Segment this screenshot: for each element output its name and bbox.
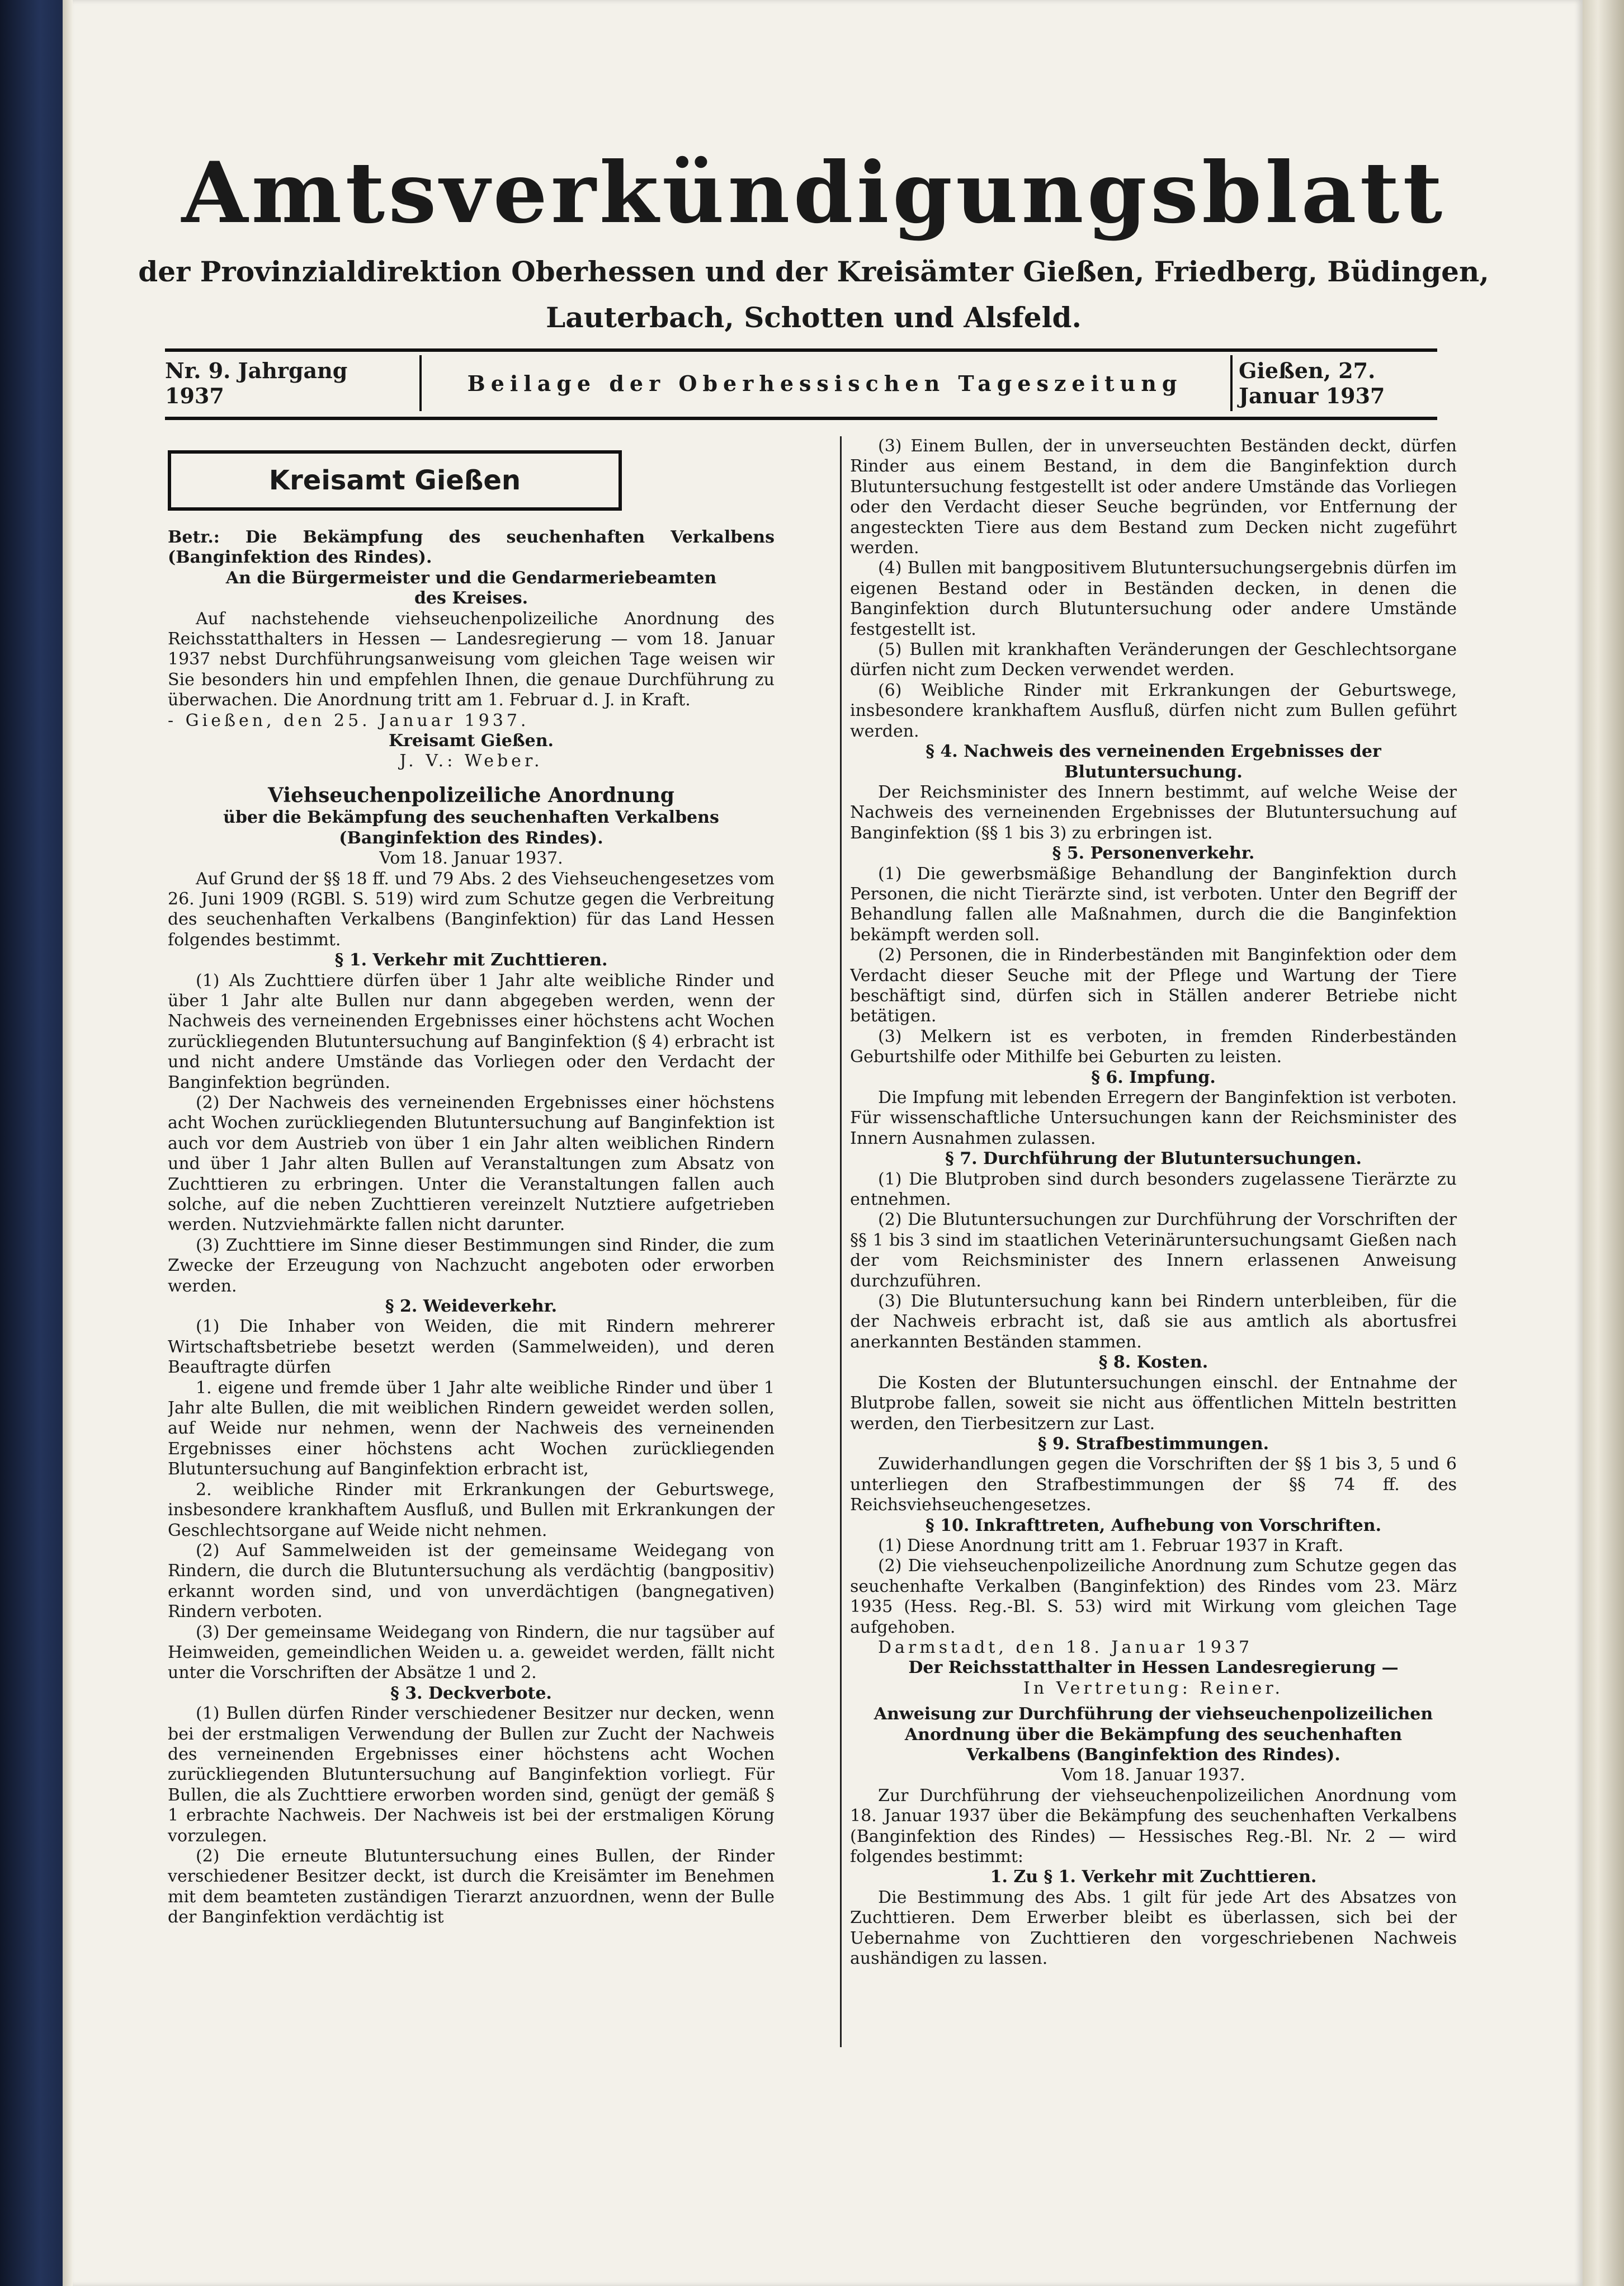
paragraph: (3) Einem Bullen, der in unverseuchten Beständen deckt, dürfen Rinder aus einem Bestand, in dem die Banginfektion durch Blutuntersuchung festgestellt ist oder andere Umstände das Vorliegen oder den Verdacht dieser Seuche begründen, vor Entfernung der angesteckten Tiere aus dem Bestand zum Decken nicht zugeführt werden. (850, 436, 1457, 558)
section-heading: § 7. Durchführung der Blutuntersuchungen. (945, 1149, 1362, 1169)
issue-number: Nr. 9. Jahrgang 1937 (165, 358, 348, 408)
column-left (168, 436, 775, 2114)
paragraph: (1) Die Inhaber von Weiden, die mit Rindern mehrerer Wirtschaftsbetriebe besetzt werden (Sammelweiden), und deren Beauftragte dürfen (168, 1317, 775, 1378)
paragraph: Zur Durchführung der viehseuchenpolizeilichen Anordnung vom 18. Januar 1937 über die Bekämpfung des seuchenhaften Verkalbens (Banginfektion des Rindes) — Hessisches Reg.-Bl. Nr. 2 — wird folgendes bestimmt: (850, 1785, 1457, 1867)
section-heading: § 4. Nachweis des verneinenden Ergebnisses der Blutuntersuchung. (926, 742, 1381, 782)
issue-info-bar (165, 344, 1437, 422)
section-heading: § 2. Weideverkehr. (385, 1297, 558, 1317)
address-line: des Kreises. (414, 588, 528, 609)
section-heading: § 5. Personenverkehr. (1052, 843, 1255, 864)
ordinance-date: Vom 18. Januar 1937. (379, 849, 563, 869)
issue-date: Gießen, 27. Januar 1937 (1239, 358, 1385, 408)
paragraph: Auf Grund der §§ 18 ff. und 79 Abs. 2 des Viehseuchengesetzes vom 26. Juni 1909 (RGBl. S. 519) wird zum Schutze gegen die Verbreitung des seuchenhaften Verkalbens (Banginfektion) für das Land Hessen folgendes bestimmt. (168, 869, 775, 950)
paragraph: (3) Zuchttiere im Sinne dieser Bestimmungen sind Rinder, die zum Zwecke der Erzeugung von Nachzucht angeboten oder erworben werden. (168, 1235, 775, 1296)
ordinance-title: Viehseuchenpolizeiliche Anordnung (268, 783, 674, 807)
paragraph: (2) Die Blutuntersuchungen zur Durchführung der Vorschriften der §§ 1 bis 3 sind im staatlichen Veterinäruntersuchungsamt Gießen nach der vom Reichsminister des Innern erlassenen Anweisung durchzuführen. (850, 1210, 1457, 1291)
paragraph: (4) Bullen mit bangpositivem Blutuntersuchungsergebnis dürfen im eigenen Bestand oder in Beständen decken, in denen die Banginfektion durch Blutuntersuchung oder andere Umstände festgestellt ist. (850, 558, 1457, 639)
section-heading: § 8. Kosten. (1098, 1352, 1208, 1373)
section-heading: § 3. Deckverbote. (390, 1683, 552, 1703)
instruction-date: Vom 18. Januar 1937. (1061, 1765, 1245, 1785)
section-heading: § 10. Inkrafttreten, Aufhebung von Vorschriften. (925, 1515, 1382, 1535)
paragraph: (3) Die Blutuntersuchung kann bei Rindern unterbleiben, für die der Nachweis erbracht ist, daß sie aus amtlich als abortusfrei anerkannten Beständen stammen. (850, 1292, 1457, 1352)
paragraph: (1) Bullen dürfen Rinder verschiedener Besitzer nur decken, wenn bei der erstmaligen Verwendung der Bullen zur Zucht der Nachweis des verneinenden Ergebnisses einer höchstens acht Wochen zurückliegenden Blutuntersuchung auf Banginfektion vorliegt. Für Bullen, die als Zuchttiere erworben worden sind, genügt der gemäß § 1 erbrachte Nachweis. Der Nachweis ist bei der erstmaligen Körung vorzulegen. (168, 1704, 775, 1846)
paragraph: (3) Melkern ist es verboten, in fremden Rinderbeständen Geburtshilfe oder Mithilfe bei Geburten zu leisten. (850, 1026, 1457, 1067)
paragraph: 2. weibliche Rinder mit Erkrankungen der Geburtswege, insbesondere krankhaftem Ausfluß, und Bullen mit Erkrankungen der Geschlechtsorgane auf Weide nicht nehmen. (168, 1479, 775, 1540)
paragraph: Auf nachstehende viehseuchenpolizeiliche Anordnung des Reichsstatthalters in Hessen — Landesregierung — vom 18. Januar 1937 nebst Durchführungsanweisung vom gleichen Tage weisen wir Sie besonders hin und empfehlen Ihnen, die genaue Durchführung zu überwachen. Die Anordnung tritt am 1. Februar d. J. in Kraft. (168, 609, 775, 710)
office-box: Kreisamt Gießen (168, 450, 622, 511)
paragraph: (2) Die erneute Blutuntersuchung eines Bullen, der Rinder verschiedener Besitzer deckt, ist durch die Kreisämter im Benehmen mit dem beamteten zuständigen Tierarzt anzuordnen, wenn der Bulle der Banginfektion verdächtig ist (168, 1846, 775, 1927)
instruction-title: Anweisung zur Durchführung der viehseuchenpolizeilichen Anordnung über die Bekämpfung des seuchenhaften Verkalbens (Banginfektion des Rindes). (874, 1704, 1433, 1765)
masthead-subtitle-line-2: Lauterbach, Schotten und Alsfeld. (546, 301, 1082, 334)
bar-separator (1230, 355, 1233, 411)
section-heading: § 1. Verkehr mit Zuchttieren. (334, 950, 608, 970)
masthead-subtitle-line-1: der Provinzialdirektion Oberhessen und der Kreisämter Gießen, Friedberg, Büdingen, (138, 255, 1489, 288)
paragraph: Die Impfung mit lebenden Erregern der Banginfektion ist verboten. Für wissenschaftliche Untersuchungen kann der Reichsminister des Innern Ausnahmen zulassen. (850, 1088, 1457, 1148)
newspaper-page (73, 0, 1583, 2286)
paragraph: Der Reichsminister des Innern bestimmt, auf welche Weise der Nachweis des verneinenden Ergebnisses der Blutuntersuchung auf Banginfektion (§§ 1 bis 3) zu erbringen ist. (850, 782, 1457, 843)
paragraph: 1. eigene und fremde über 1 Jahr alte weibliche Rinder und über 1 Jahr alte Bullen, die mit weiblichen Rindern geweidet werden sollen, auf Weide nur nehmen, wenn der Nachweis des verneinenden Ergebnisses einer höchstens acht Wochen zurückliegenden Blutuntersuchung auf Banginfektion erbracht ist, (168, 1378, 775, 1479)
column-right (850, 436, 1457, 2114)
paragraph: (1) Die gewerbsmäßige Behandlung der Banginfektion durch Personen, die nicht Tierärzte sind, ist verboten. Unter den Begriff der Behandlung fallen alle Maßnahmen, durch die die Banginfektion bekämpft werden soll. (850, 864, 1457, 945)
section-heading: 1. Zu § 1. Verkehr mit Zuchttieren. (990, 1867, 1317, 1887)
paragraph: (5) Bullen mit krankhaften Veränderungen der Geschlechtsorgane dürfen nicht zum Decken verwendet werden. (850, 640, 1457, 680)
column-divider (840, 436, 842, 2047)
paragraph: (1) Die Blutproben sind durch besonders zugelassene Tierärzte zu entnehmen. (850, 1169, 1457, 1210)
paragraph: (6) Weibliche Rinder mit Erkrankungen der Geburtswege, insbesondere krankhaftem Ausfluß, dürfen nicht zum Bullen geführt werden. (850, 680, 1457, 741)
paragraph: (1) Diese Anordnung tritt am 1. Februar 1937 in Kraft. (878, 1535, 1344, 1556)
place-date: - Gießen, den 25. Januar 1937. (168, 710, 530, 730)
subject-line: Betr.: Die Bekämpfung des seuchenhaften Verkalbens (Banginfektion des Rindes). (168, 527, 775, 568)
paragraph: (2) Auf Sammelweiden ist der gemeinsame Weidegang von Rindern, die durch die Blutuntersuchung als verdächtig (bangpositiv) erkannt worden sind, und von unverdächtigen (bangnegativen) Rindern verboten. (168, 1540, 775, 1622)
paragraph: Die Bestimmung des Abs. 1 gilt für jede Art des Absatzes von Zuchttieren. Dem Erwerber bleibt es überlassen, sich bei der Uebernahme von Zuchttieren den vorgeschriebenen Nachweis aushändigen zu lassen. (850, 1887, 1457, 1969)
rule-top (165, 348, 1437, 352)
paragraph: Zuwiderhandlungen gegen die Vorschriften der §§ 1 bis 3, 5 und 6 unterliegen den Strafbestimmungen der §§ 74 ff. des Reichsviehseuchengesetzes. (850, 1454, 1457, 1515)
paragraph: (2) Personen, die in Rinderbeständen mit Banginfektion oder dem Verdacht dieser Seuche mit der Pflege und Wartung der Tiere beschäftigt sind, dürfen sich in Ställen anderer Betriebe nicht betätigen. (850, 945, 1457, 1026)
signature: J. V.: Weber. (399, 751, 543, 771)
page-stack-edge (1580, 0, 1624, 2286)
paragraph: Die Kosten der Blutuntersuchungen einschl. der Entnahme der Blutprobe fallen, soweit sie nicht aus öffentlichen Mitteln bestritten werden, den Tierbesitzern zur Last. (850, 1373, 1457, 1434)
masthead-title: Amtsverkündigungsblatt (181, 144, 1446, 242)
section-heading: § 6. Impfung. (1091, 1067, 1216, 1087)
address-line: An die Bürgermeister und die Gendarmeriebeamten (225, 568, 717, 588)
masthead (129, 140, 1499, 338)
ordinance-subtitle: über die Bekämpfung des seuchenhaften Verkalbens (223, 808, 719, 828)
paragraph: (2) Der Nachweis des verneinenden Ergebnisses einer höchstens acht Wochen zurückliegenden Blutuntersuchung auf Banginfektion ist auch vor dem Austrieb von über 1 ein Jahr alten weiblichen Rindern und über 1 Jahr alten Bullen auf Veranstaltungen zum Absatz von Zuchttieren zu erbringen. Unter die Veranstaltungen fallen auch solche, auf die neben Zuchttieren vereinzelt Nutztiere aufgetrieben werden. Nutzviehmärkte fallen nicht darunter. (168, 1092, 775, 1235)
place-date: Darmstadt, den 18. Januar 1937 (878, 1637, 1253, 1657)
bar-separator (419, 355, 422, 411)
paragraph: (2) Die viehseuchenpolizeiliche Anordnung zum Schutze gegen das seuchenhafte Verkalben (Banginfektion) des Rindes vom 23. März 1935 (Hess. Reg.-Bl. S. 53) wird mit Wirkung vom gleichen Tage aufgehoben. (850, 1556, 1457, 1637)
supplement-note: Beilage der Oberhessischen Tageszeitung (467, 370, 1183, 396)
rule-bottom (165, 417, 1437, 420)
signature: Kreisamt Gießen. (389, 731, 554, 751)
signature: In Vertretung: Reiner. (1023, 1678, 1283, 1698)
page-gutter (63, 0, 73, 2286)
signature: Der Reichsstatthalter in Hessen Landesregierung — (908, 1658, 1399, 1678)
paragraph: (3) Der gemeinsame Weidegang von Rindern, die nur tagsüber auf Heimweiden, gemeindlichen Weiden u. a. geweidet werden, fällt nicht unter die Vorschriften der Absätze 1 und 2. (168, 1622, 775, 1683)
section-heading: § 9. Strafbestimmungen. (1037, 1434, 1269, 1454)
ordinance-subtitle: (Banginfektion des Rindes). (339, 828, 603, 848)
paragraph: (1) Als Zuchttiere dürfen über 1 Jahr alte weibliche Rinder und über 1 Jahr alte Bullen nur dann abgegeben werden, wenn der Nachweis des verneinenden Ergebnisses einer höchstens acht Wochen zurückliegenden Blutuntersuchung auf Banginfektion (§ 4) erbracht ist und nicht andere Umstände das Vorliegen oder den Verdacht der Banginfektion begründen. (168, 970, 775, 1092)
book-binding (0, 0, 67, 2286)
